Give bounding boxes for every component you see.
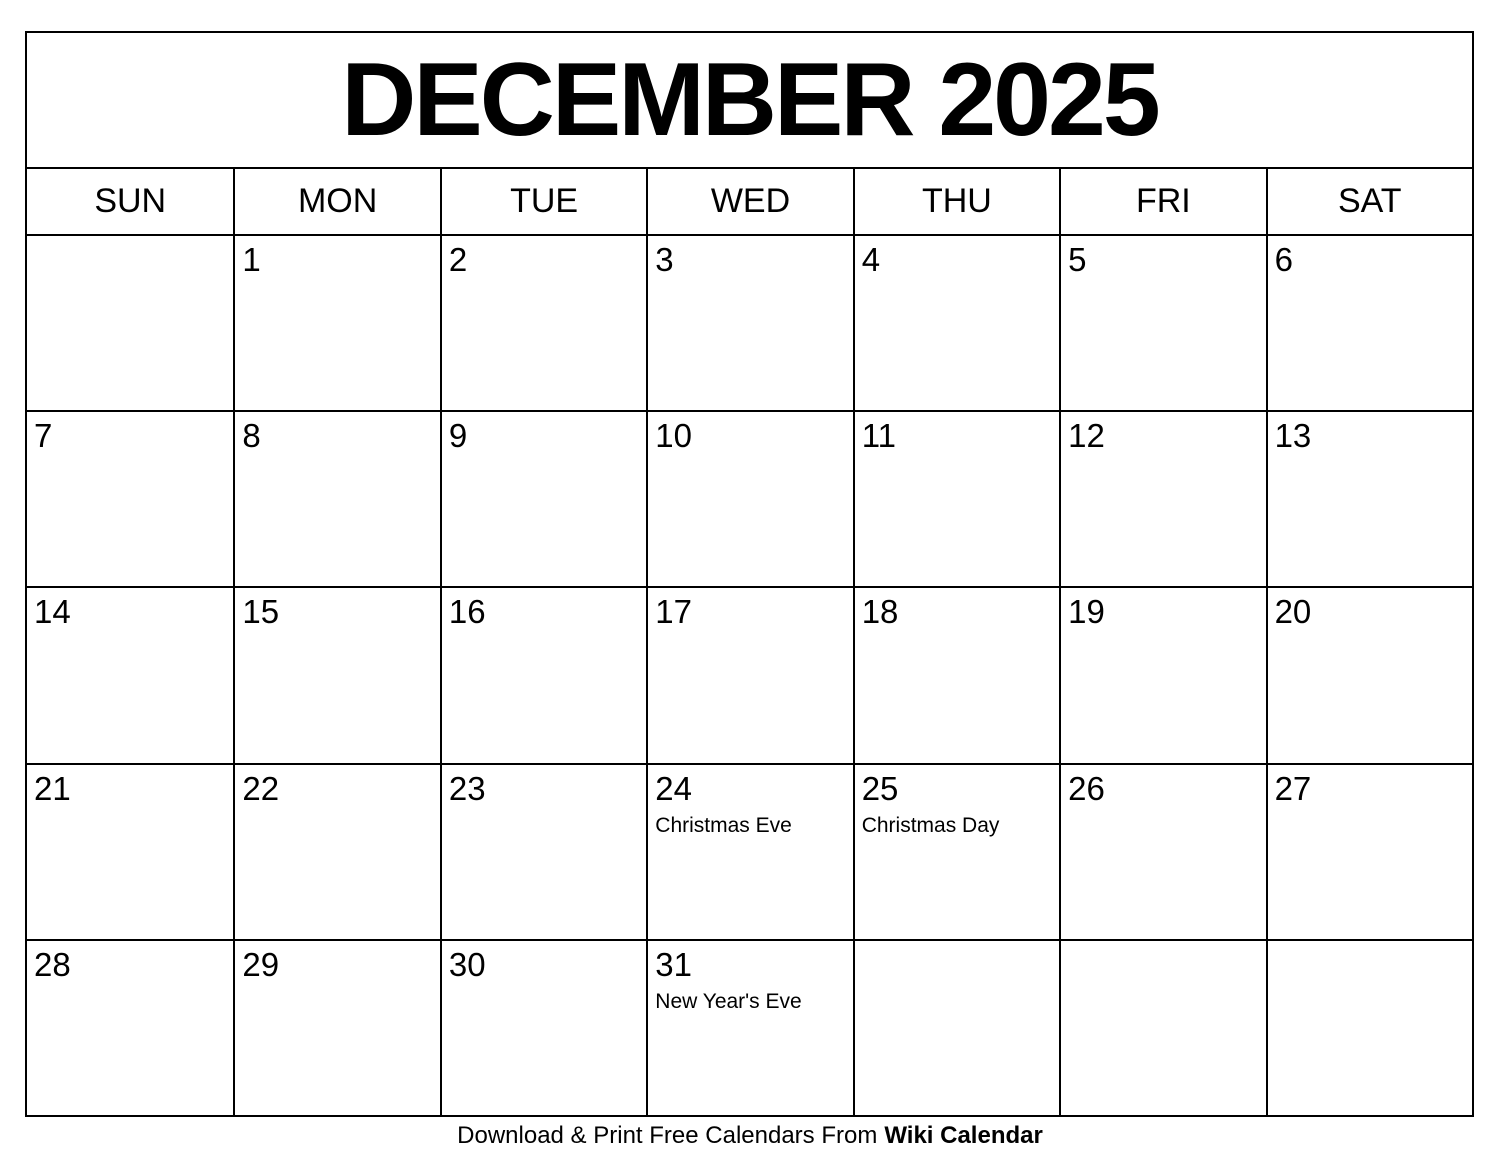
- day-cell-empty: [853, 939, 1059, 1115]
- weekday-header-sat: SAT: [1266, 169, 1472, 234]
- weekday-header-thu: THU: [853, 169, 1059, 234]
- day-cell-25: [853, 763, 1059, 939]
- day-number: 17: [655, 593, 692, 631]
- day-number: 9: [448, 417, 468, 455]
- day-cell-31: [646, 939, 852, 1115]
- day-cell-3: [646, 234, 852, 410]
- day-cell-16: [440, 586, 646, 762]
- day-cell-30: [440, 939, 646, 1115]
- day-cell-17: [646, 586, 852, 762]
- day-number: 3: [655, 241, 674, 278]
- day-number: 7: [34, 417, 53, 455]
- calendar-grid: [27, 234, 1472, 1115]
- day-number: 6: [1274, 241, 1293, 278]
- day-number: 23: [448, 769, 486, 807]
- day-cell-11: [853, 410, 1059, 586]
- day-cell-22: [233, 763, 439, 939]
- day-cell-21: [27, 763, 233, 939]
- day-number: 15: [242, 593, 280, 631]
- day-cell-27: [1266, 763, 1472, 939]
- day-number: 11: [861, 417, 896, 455]
- day-number: 12: [1068, 417, 1105, 455]
- day-number: 14: [34, 593, 71, 631]
- day-cell-29: [233, 939, 439, 1115]
- holiday-label: Christmas Eve: [655, 813, 792, 837]
- day-cell-2: [440, 234, 646, 410]
- day-cell-14: [27, 586, 233, 762]
- day-cell-empty: [27, 234, 233, 410]
- footer-brand: Wiki Calendar: [884, 1122, 1043, 1149]
- day-cell-4: [853, 234, 1059, 410]
- day-number: 24: [655, 769, 692, 807]
- day-number: 19: [1068, 593, 1105, 631]
- day-number: 29: [242, 945, 280, 983]
- day-number: 8: [242, 417, 261, 455]
- day-number: 1: [242, 241, 261, 278]
- weekday-header-row: [27, 167, 1472, 234]
- weekday-header-tue: TUE: [440, 169, 646, 234]
- day-cell-7: [27, 410, 233, 586]
- day-number: 13: [1274, 417, 1312, 455]
- holiday-label: New Year's Eve: [655, 990, 802, 1014]
- day-number: 31: [655, 945, 692, 983]
- day-number: 10: [655, 417, 692, 455]
- day-cell-19: [1059, 586, 1265, 762]
- day-number: 28: [34, 945, 71, 983]
- weekday-header-sun: SUN: [94, 182, 167, 220]
- day-cell-10: [646, 410, 852, 586]
- day-cell-12: [1059, 410, 1265, 586]
- day-number: 5: [1068, 241, 1087, 278]
- day-number: 22: [242, 769, 280, 807]
- day-cell-1: [233, 234, 439, 410]
- day-number: 25: [861, 769, 899, 807]
- footer: [0, 1121, 1500, 1151]
- footer-text: Download & Print Free Calendars From: [457, 1122, 878, 1149]
- day-cell-26: [1059, 763, 1265, 939]
- day-cell-8: [233, 410, 439, 586]
- day-cell-6: [1266, 234, 1472, 410]
- day-number: 30: [448, 945, 486, 983]
- day-number: 18: [861, 593, 899, 631]
- day-cell-empty: [1059, 939, 1265, 1115]
- holiday-label: Christmas Day: [861, 813, 1000, 837]
- weekday-header-wed: WED: [646, 169, 852, 234]
- day-cell-23: [440, 763, 646, 939]
- day-cell-15: [233, 586, 439, 762]
- day-cell-18: [853, 586, 1059, 762]
- calendar: [25, 31, 1474, 1117]
- day-cell-24: [646, 763, 852, 939]
- day-cell-20: [1266, 586, 1472, 762]
- day-cell-5: [1059, 234, 1265, 410]
- day-cell-13: [1266, 410, 1472, 586]
- day-cell-9: [440, 410, 646, 586]
- day-number: 20: [1274, 593, 1312, 631]
- day-number: 2: [448, 241, 468, 278]
- calendar-title: DECEMBER 2025: [341, 42, 1158, 158]
- day-cell-28: [27, 939, 233, 1115]
- day-number: 4: [861, 241, 881, 278]
- calendar-title-area: [27, 33, 1472, 167]
- day-number: 27: [1274, 769, 1312, 807]
- day-number: 16: [448, 593, 486, 631]
- weekday-header-mon: MON: [233, 169, 439, 234]
- day-cell-empty: [1266, 939, 1472, 1115]
- day-number: 21: [34, 769, 71, 807]
- weekday-header-fri: FRI: [1059, 169, 1265, 234]
- day-number: 26: [1068, 769, 1105, 807]
